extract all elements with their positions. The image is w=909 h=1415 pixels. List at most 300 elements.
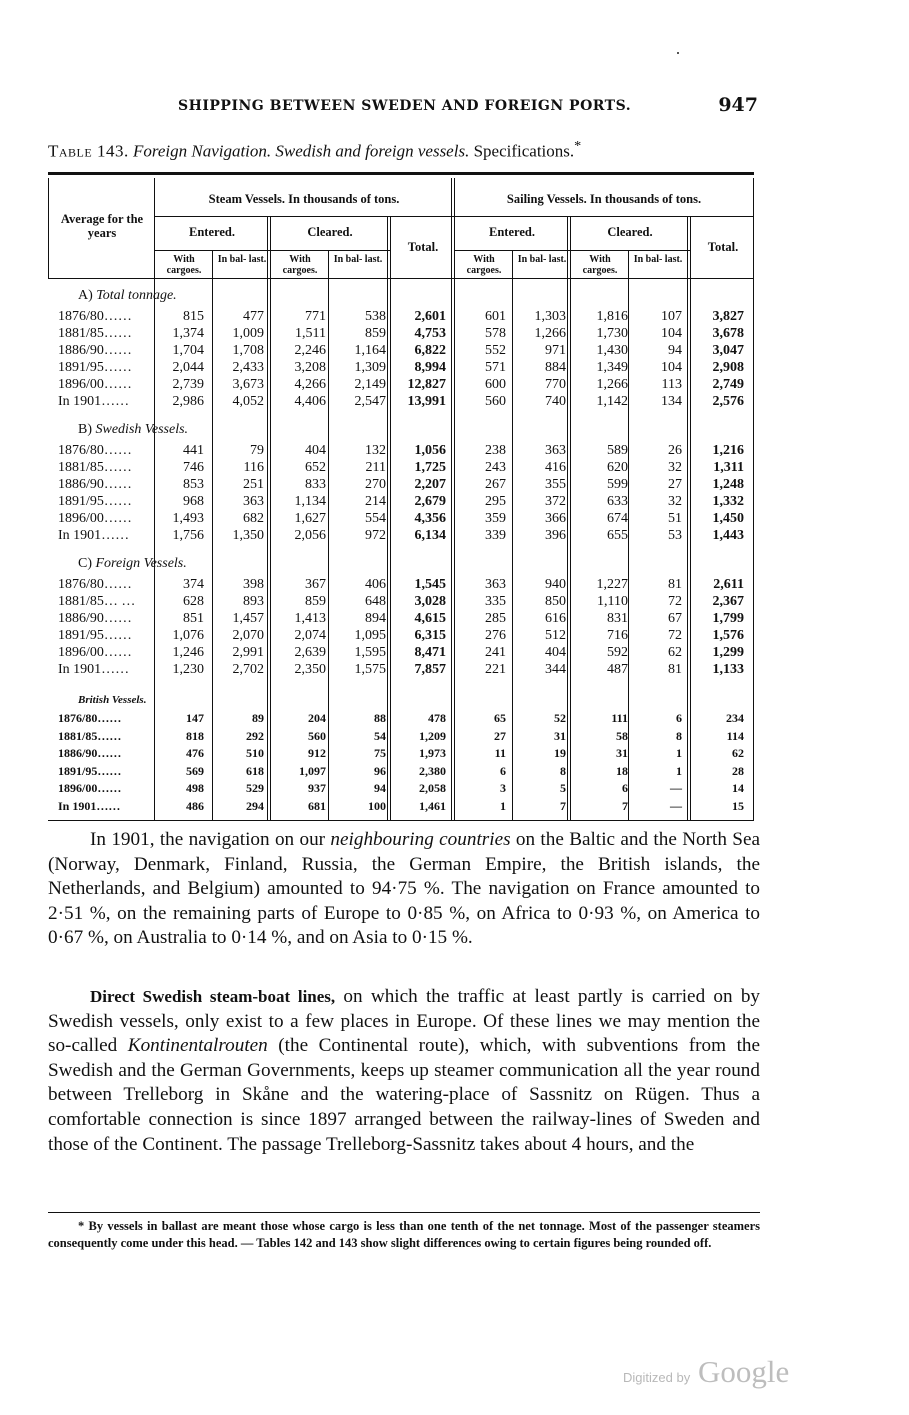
table-cell: 114	[726, 728, 744, 743]
table-cell: 601	[485, 309, 506, 324]
column-rule	[387, 216, 388, 820]
table-cell: 628	[183, 594, 204, 609]
table-cell: 1,009	[232, 326, 264, 341]
caption-footnote-marker: *	[574, 138, 582, 154]
table-cell: 2,367	[712, 594, 744, 609]
table-cell: 2,044	[172, 360, 204, 375]
table-cell: 1,595	[354, 645, 386, 660]
table-cell: 815	[183, 309, 204, 324]
table-cell: 2,908	[712, 360, 744, 375]
table-cell: 104	[661, 326, 682, 341]
table-cell: 6	[622, 781, 628, 795]
table-cell: 1,511	[295, 326, 326, 341]
table-cell: 616	[545, 611, 566, 626]
sub-with-cargoes: With cargoes.	[582, 254, 618, 276]
table-cell: 294	[246, 798, 264, 813]
table-cell: 1,443	[712, 528, 744, 543]
table-cell: 1,246	[172, 645, 204, 660]
table-cell: 211	[365, 460, 386, 475]
table-cell: 7	[622, 798, 628, 813]
sub-in-ballast: In bal- last.	[517, 254, 567, 265]
table-cell: 32	[668, 460, 682, 475]
table-cell: 1,299	[712, 645, 744, 660]
table-cell: 599	[607, 477, 628, 492]
table-cell: 1,374	[172, 326, 204, 341]
table-cell: 746	[183, 460, 204, 475]
table-cell: 633	[607, 494, 628, 509]
row-year: 1886/90……	[58, 477, 132, 492]
table-cell: 833	[305, 477, 326, 492]
table-cell: 1,973	[419, 746, 446, 760]
steam-total-header: Total.	[407, 240, 439, 254]
table-cell: 1,349	[596, 360, 628, 375]
table-cell: 1,056	[414, 443, 446, 458]
table-cell: 2,433	[232, 360, 264, 375]
table-cell: 1,332	[712, 494, 744, 509]
table-cell: 2,611	[713, 577, 744, 592]
table-caption	[48, 138, 760, 162]
table-cell: 27	[494, 728, 506, 743]
table-cell: 620	[607, 460, 628, 475]
section-letter: C)	[78, 556, 92, 571]
sub-with-cargoes: With cargoes.	[466, 254, 502, 276]
p2-text-b: (the Continental route), which, with subventions from the Swedish and the German Governments, keeps up steamer communication all the year round between Trelleborg in Skåne and the watering-place of Sassnitz on Rügen. Thus a comfortable connection is since 1897 arranged between the railway-lines of Sweden and those of the Continent. The passage Trelleborg-Sassnitz takes about 4 hours, and the	[48, 1035, 761, 1155]
table-cell: 1,704	[172, 343, 204, 358]
row-year: 1896/00……	[58, 781, 122, 795]
table-cell: 818	[186, 728, 204, 743]
table-cell: 1,142	[596, 394, 628, 409]
table-cell: 363	[545, 443, 566, 458]
table-cell: 1,133	[712, 662, 744, 677]
table-cell: 8,994	[414, 360, 446, 375]
table-cell: 1	[676, 763, 682, 778]
table-cell: 107	[661, 309, 682, 324]
table-cell: 1,311	[713, 460, 744, 475]
table-cell: 968	[183, 494, 204, 509]
table-cell: 100	[368, 798, 386, 813]
table-cell: 716	[607, 628, 628, 643]
table-cell: 4,356	[414, 511, 446, 526]
table-cell: 8,471	[414, 645, 446, 660]
table-cell: 2,380	[419, 763, 446, 778]
table-cell: 1	[500, 798, 506, 813]
table-cell: 4,266	[294, 377, 326, 392]
table-cell: 270	[365, 477, 386, 492]
watermark-digitized: Digitized by	[623, 1370, 691, 1385]
p2-emphasis: Kontinentalrouten	[127, 1035, 268, 1057]
footnote-rule	[48, 1212, 760, 1213]
section-title	[78, 288, 177, 304]
table-top-rule	[48, 172, 754, 175]
table-cell: 1,450	[712, 511, 744, 526]
table-cell: 363	[243, 494, 264, 509]
section-title: British Vessels.	[78, 694, 147, 706]
header-rule	[454, 250, 690, 251]
table-cell: 6,315	[414, 628, 446, 643]
table-cell: 251	[243, 477, 264, 492]
row-year: 1881/85……	[58, 460, 132, 475]
table-cell: 355	[545, 477, 566, 492]
table-cell: 12,827	[407, 377, 446, 392]
table-cell: 6,134	[414, 528, 446, 543]
table-cell: 1,430	[596, 343, 628, 358]
table-cell: 104	[661, 360, 682, 375]
running-title: SHIPPING BETWEEN SWEDEN AND FOREIGN PORTS.	[178, 98, 632, 114]
sub-with-cargoes: With cargoes.	[166, 254, 202, 276]
table-cell: 88	[374, 711, 386, 725]
table-cell: 28	[732, 763, 744, 778]
table-cell: 94	[668, 343, 682, 358]
table-cell: 3,028	[414, 594, 446, 609]
row-year: In 1901……	[58, 528, 130, 543]
table-cell: 3,208	[294, 360, 326, 375]
table-cell: 6,822	[414, 343, 446, 358]
table-cell: 1,575	[354, 662, 386, 677]
table-cell: 2,601	[414, 309, 446, 324]
table-cell: 51	[668, 511, 682, 526]
row-year: 1896/00……	[58, 645, 132, 660]
table-cell: 147	[186, 711, 204, 725]
table-cell: 6	[676, 711, 682, 725]
column-rule	[567, 216, 568, 820]
table-cell: 53	[668, 528, 682, 543]
table-cell: 367	[305, 577, 326, 592]
sailing-total-header: Total.	[707, 240, 739, 254]
table-cell: 592	[607, 645, 628, 660]
table-cell: 486	[186, 798, 204, 813]
section-name: Foreign Vessels.	[95, 556, 187, 571]
watermark	[620, 1356, 810, 1390]
steam-cleared-header: Cleared.	[307, 225, 353, 239]
table-cell: 937	[308, 781, 326, 795]
table-cell: 2,679	[414, 494, 446, 509]
section-letter: A)	[78, 288, 93, 303]
steam-header: Steam Vessels. In thousands of tons.	[208, 192, 400, 206]
table-cell: 8	[560, 763, 566, 778]
table-cell: 1,493	[172, 511, 204, 526]
row-year: 1891/95……	[58, 628, 132, 643]
table-cell: 569	[186, 763, 204, 778]
section-letter: B)	[78, 422, 92, 437]
row-year: 1891/95……	[58, 763, 122, 778]
table-cell: 15	[732, 798, 744, 813]
table-cell: 529	[246, 781, 264, 795]
table-cell: 560	[308, 728, 326, 743]
table-cell: 62	[668, 645, 682, 660]
table-cell: 344	[545, 662, 566, 677]
row-year: 1896/00……	[58, 511, 132, 526]
row-year: 1881/85……	[58, 326, 132, 341]
table-cell: 134	[661, 394, 682, 409]
row-year: 1896/00……	[58, 377, 132, 392]
table-cell: 116	[243, 460, 264, 475]
table-cell: 396	[545, 528, 566, 543]
table-cell: 2,986	[172, 394, 204, 409]
header-rule	[154, 250, 390, 251]
table-cell: 75	[374, 746, 386, 760]
table-cell: 554	[365, 511, 386, 526]
steam-entered-header: Entered.	[189, 225, 235, 239]
sub-in-ballast: In bal- last.	[333, 254, 383, 265]
footnote-text: * By vessels in ballast are meant those whose cargo is less than one tenth of the net tonnage. Most of the passenger steamers consequently come under this head. — Tables 142 and 143 show slight differences owing to certain figures being rounded off.	[48, 1219, 760, 1250]
table-cell: 6	[500, 763, 506, 778]
table-cell: 372	[545, 494, 566, 509]
table-cell: 1,134	[294, 494, 326, 509]
table-cell: 681	[308, 798, 326, 813]
table-cell: 1,799	[712, 611, 744, 626]
row-year: In 1901……	[58, 798, 121, 813]
table-cell: 285	[485, 611, 506, 626]
sub-in-ballast: In bal- last.	[217, 254, 267, 265]
table-cell: 1,413	[294, 611, 326, 626]
table-cell: 79	[250, 443, 264, 458]
table-cell: 771	[305, 309, 326, 324]
year-column-header: Average for the years	[60, 212, 144, 240]
table-cell: 292	[246, 728, 264, 743]
row-year: 1876/80……	[58, 309, 132, 324]
paragraph-steam-lines	[48, 985, 760, 1157]
table-cell: 1,627	[294, 511, 326, 526]
table-cell: 18	[616, 763, 628, 778]
table-cell: 13,991	[407, 394, 446, 409]
table-cell: 1,164	[354, 343, 386, 358]
row-year: 1876/80……	[58, 443, 132, 458]
sub-with-cargoes: With cargoes.	[282, 254, 318, 276]
table-cell: 81	[668, 662, 682, 677]
table-cell: 2,149	[354, 377, 386, 392]
table-cell: 2,702	[232, 662, 264, 677]
footnote	[48, 1218, 760, 1252]
table-cell: 54	[374, 728, 386, 743]
caption-label: Table 143.	[48, 141, 129, 161]
table-cell: 52	[554, 711, 566, 725]
table-cell: 2,246	[294, 343, 326, 358]
table-cell: 404	[545, 645, 566, 660]
scan-mark	[677, 52, 679, 54]
table-cell: 831	[607, 611, 628, 626]
table-cell: 510	[246, 746, 264, 760]
sailing-cleared-header: Cleared.	[607, 225, 653, 239]
table-cell: 1,708	[232, 343, 264, 358]
table-cell: 3,678	[712, 326, 744, 341]
table-cell: 1,097	[299, 763, 326, 778]
table-cell: 1,227	[596, 577, 628, 592]
p1-text-b: on the Baltic and the North Sea (Norway, Denmark, Finland, Russia, the German Empire, the British islands, the Netherlands, and Belgium) amounted to 94·75 %. The navigation on France amounted to 2·51 %, on the remaining parts of Europe to 0·85 %, on Africa to 0·93 %, on America to 0·67 %, on Australia to 0·14 %, and on Asia to 0·15 %.	[48, 829, 761, 949]
table-cell: 571	[485, 360, 506, 375]
paragraph-neighbouring	[48, 828, 760, 951]
table-cell: 204	[308, 711, 326, 725]
table-cell: 2,991	[232, 645, 264, 660]
column-rule	[451, 178, 452, 820]
column-rule	[328, 250, 329, 820]
table-cell: 62	[732, 746, 744, 760]
table-cell: 1,545	[414, 577, 446, 592]
column-rule	[570, 216, 571, 820]
table-cell: 366	[545, 511, 566, 526]
table-cell: 4,753	[414, 326, 446, 341]
table-cell: 589	[607, 443, 628, 458]
table-cell: 1,095	[354, 628, 386, 643]
row-year: 1886/90……	[58, 343, 132, 358]
table-cell: 31	[554, 728, 566, 743]
table-cell: 132	[365, 443, 386, 458]
sub-in-ballast: In bal- last.	[633, 254, 683, 265]
table-cell: 111	[611, 711, 628, 725]
table-cell: 1,730	[596, 326, 628, 341]
column-rule	[390, 216, 391, 820]
table-cell: 19	[554, 746, 566, 760]
table-cell: 26	[668, 443, 682, 458]
table-cell: 2,576	[712, 394, 744, 409]
table-cell: 2,639	[294, 645, 326, 660]
table-cell: 96	[374, 763, 386, 778]
table-cell: 243	[485, 460, 506, 475]
table-cell: —	[670, 781, 682, 795]
table-cell: 406	[365, 577, 386, 592]
table-cell: 214	[365, 494, 386, 509]
row-year: 1886/90……	[58, 746, 122, 760]
table-cell: 14	[732, 781, 744, 795]
caption-subtitle: Specifications.	[473, 141, 575, 161]
section-title	[78, 422, 188, 438]
table-cell: 3	[500, 781, 506, 795]
table-cell: 859	[305, 594, 326, 609]
row-year: In 1901……	[58, 662, 130, 677]
table-cell: 81	[668, 577, 682, 592]
table-cell: 1	[676, 746, 682, 760]
table-cell: 487	[607, 662, 628, 677]
table-cell: 1,076	[172, 628, 204, 643]
table-cell: 1,266	[596, 377, 628, 392]
table-cell: 241	[485, 645, 506, 660]
table-cell: 552	[485, 343, 506, 358]
page-number: 947	[718, 94, 758, 116]
table-cell: 476	[186, 746, 204, 760]
table-cell: 1,756	[172, 528, 204, 543]
table-cell: 1,461	[419, 798, 446, 813]
table-cell: 2,739	[172, 377, 204, 392]
section-name: Total tonnage.	[96, 288, 177, 303]
row-year: 1881/85……	[58, 728, 122, 743]
table-cell: 893	[243, 594, 264, 609]
table-cell: 267	[485, 477, 506, 492]
table-cell: 72	[668, 628, 682, 643]
table-cell: 600	[485, 377, 506, 392]
table-cell: 2,547	[354, 394, 386, 409]
sailing-entered-header: Entered.	[489, 225, 535, 239]
p1-emphasis: neighbouring countries	[330, 829, 511, 850]
table-cell: 1,816	[596, 309, 628, 324]
table-cell: 850	[545, 594, 566, 609]
table-cell: 538	[365, 309, 386, 324]
table-cell: 648	[365, 594, 386, 609]
table-cell: 674	[607, 511, 628, 526]
table-cell: 8	[676, 728, 682, 743]
table-cell: 67	[668, 611, 682, 626]
table-cell: 3,827	[712, 309, 744, 324]
table-cell: 94	[374, 781, 386, 795]
table-cell: 1,248	[712, 477, 744, 492]
table-cell: 2,074	[294, 628, 326, 643]
row-year: 1876/80……	[58, 577, 132, 592]
table-cell: 89	[252, 711, 264, 725]
table-cell: 2,749	[712, 377, 744, 392]
table-cell: 770	[545, 377, 566, 392]
table-cell: 1,725	[414, 460, 446, 475]
table-cell: 58	[616, 728, 628, 743]
column-rule	[454, 178, 455, 820]
table-cell: 652	[305, 460, 326, 475]
table-cell: 655	[607, 528, 628, 543]
table-cell: 682	[243, 511, 264, 526]
column-rule	[512, 250, 513, 820]
table-cell: 4,406	[294, 394, 326, 409]
table-cell: 72	[668, 594, 682, 609]
table-cell: 1,216	[712, 443, 744, 458]
sailing-header: Sailing Vessels. In thousands of tons.	[506, 192, 702, 206]
row-year: 1886/90……	[58, 611, 132, 626]
table-cell: 740	[545, 394, 566, 409]
table-cell: 238	[485, 443, 506, 458]
google-logo: Google	[698, 1354, 790, 1389]
column-rule	[753, 178, 754, 820]
table-cell: 4,052	[232, 394, 264, 409]
table-cell: 416	[545, 460, 566, 475]
navigation-table	[48, 178, 754, 821]
row-year: 1876/80……	[58, 711, 122, 725]
table-cell: 1,230	[172, 662, 204, 677]
table-cell: 27	[668, 477, 682, 492]
table-cell: 940	[545, 577, 566, 592]
column-rule	[687, 216, 688, 820]
row-year: 1881/85… …	[58, 594, 136, 609]
table-cell: 560	[485, 394, 506, 409]
table-cell: 618	[246, 763, 264, 778]
p1-text-a: In 1901, the navigation on our	[90, 829, 326, 850]
row-year: 1891/95……	[58, 360, 132, 375]
table-cell: 477	[243, 309, 264, 324]
table-cell: 2,350	[294, 662, 326, 677]
table-cell: 276	[485, 628, 506, 643]
table-cell: 912	[308, 746, 326, 760]
table-cell: 478	[428, 711, 446, 725]
p2-text-a: on which the traffic at least partly is carried on by Swedish vessels, only exist to a few places in Europe. Of these lines we may mention the so-called	[48, 986, 761, 1057]
table-cell: 3,047	[712, 343, 744, 358]
table-cell: 221	[485, 662, 506, 677]
table-cell: 1,576	[712, 628, 744, 643]
table-cell: 363	[485, 577, 506, 592]
section-title	[78, 556, 187, 572]
table-cell: 398	[243, 577, 264, 592]
column-rule	[267, 216, 268, 820]
table-cell: 512	[545, 628, 566, 643]
table-cell: 339	[485, 528, 506, 543]
table-cell: 234	[726, 711, 744, 725]
table-cell: 1,350	[232, 528, 264, 543]
table-cell: 972	[365, 528, 386, 543]
table-cell: —	[670, 798, 682, 813]
table-cell: 295	[485, 494, 506, 509]
table-cell: 32	[668, 494, 682, 509]
column-rule	[154, 178, 155, 820]
table-cell: 1,209	[419, 728, 446, 743]
table-cell: 2,056	[294, 528, 326, 543]
table-cell: 853	[183, 477, 204, 492]
row-year: 1891/95……	[58, 494, 132, 509]
table-cell: 2,070	[232, 628, 264, 643]
table-cell: 859	[365, 326, 386, 341]
column-rule	[628, 250, 629, 820]
